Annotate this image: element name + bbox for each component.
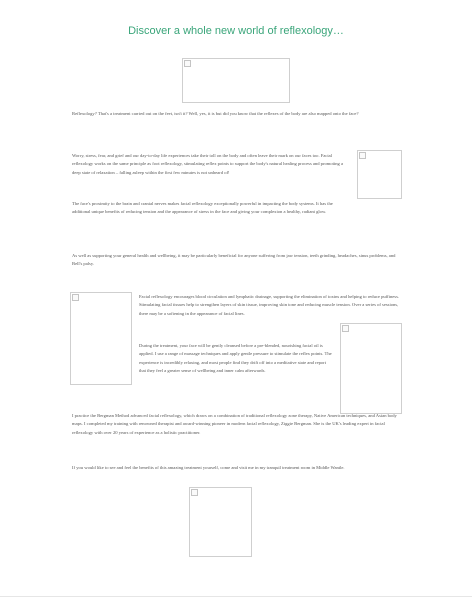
- side-image-placeholder-2: [70, 292, 132, 385]
- broken-image-icon: [359, 152, 366, 159]
- bergman-method-paragraph: I practice the Bergman Method advanced facial reflexology, which draws on a combination of traditional reflexology zone therapy, Native American techniques, and Asian body maps. I completed my training with renowned therapist and award-winning pioneer in modern facial reflexology, Ziggie Bergman. She is the UK's leading expert in facial reflexology with over 20 years of experience as a holistic practitioner.: [72, 413, 397, 435]
- footer-image-placeholder: [189, 487, 252, 557]
- treatment-paragraph: During the treatment, your face will be gently cleansed before a pre-blended, nourishing facial oil is applied. I use a range of massage techniques and apply gentle pressure to stimulate the reflex points. The experience is incredibly relaxing, and most people find they drift off into a meditative state and report that they feel a greater sense of wellbeing and inner calm afterwards.: [139, 343, 332, 374]
- side-image-placeholder-3: [340, 323, 402, 414]
- broken-image-icon: [191, 489, 198, 496]
- page-bottom-divider: [0, 596, 472, 597]
- broken-image-icon: [72, 294, 79, 301]
- benefits-paragraph: As well as supporting your general health and wellbeing, it may be particularly beneficial for anyone suffering from jaw tension, teeth grinding, headaches, sinus problems, and Bell's palsy.: [72, 253, 396, 267]
- broken-image-icon: [184, 60, 191, 67]
- circulation-paragraph: Facial reflexology encourages blood circulation and lymphatic drainage, supporting the elimination of toxins and helping to reduce puffiness. Stimulating facial tissues help to strengthen layers of skin tissue, improving skin tone and reducing muscle tension. Over a series of sessions, there may be a softening in the appearance of facial lines.: [139, 294, 400, 316]
- stress-paragraph: Worry, stress, fear, and grief and our day-to-day life experiences take their toll on the body and often leave their mark on our faces too. Facial reflexology works on the same principle as foot reflexology, stimulating reflex points to support the body's natural healing process and promoting a deep state of relaxation – falling asleep within the first few minutes is not unheard of!: [72, 153, 343, 175]
- visit-paragraph: If you would like to see and feel the benefits of this amazing treatment yourself, come and visit me in my tranquil treatment room in Middle Wantle.: [72, 465, 345, 470]
- broken-image-icon: [342, 325, 349, 332]
- header-image-placeholder: [182, 58, 290, 103]
- page-title: Discover a whole new world of reflexology…: [128, 25, 344, 37]
- side-image-placeholder-1: [357, 150, 402, 199]
- face-proximity-paragraph: The face's proximity to the brain and cranial nerves makes facial reflexology exceptionally powerful in impacting the body systems. It has the additional unique benefits of reducing tension and the appearance of stress in the face and giving your complexion a healthy, radiant glow.: [72, 201, 333, 215]
- intro-paragraph: Reflexology? That's a treatment carried out on the feet, isn't it? Well, yes, it is but did you know that the reflexes of the body are also mapped onto the face?: [72, 111, 359, 116]
